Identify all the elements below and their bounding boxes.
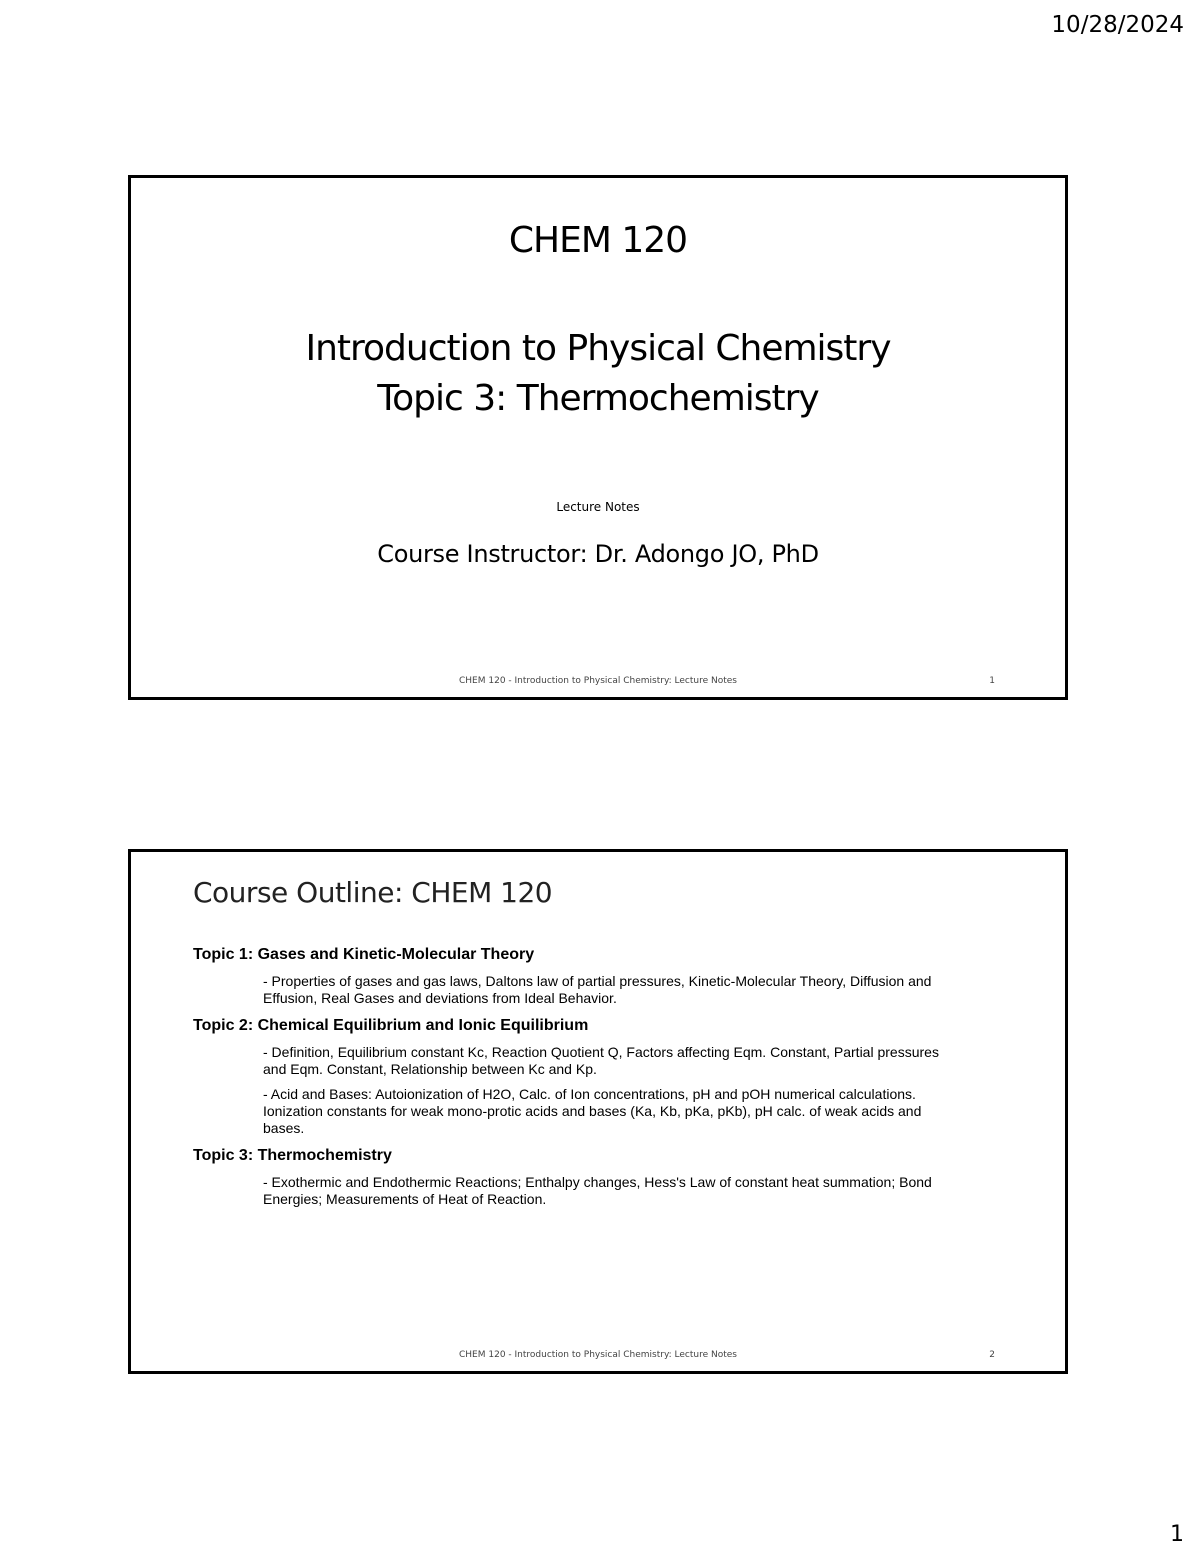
slide-title — [131, 324, 1065, 424]
page-number: 1 — [1170, 1522, 1184, 1547]
slide-2 — [128, 849, 1068, 1374]
slide-number: 1 — [989, 676, 995, 686]
topic-title: Topic 1: Gases and Kinetic-Molecular Theory — [193, 946, 535, 963]
slide-heading: Course Outline: CHEM 120 — [193, 876, 553, 909]
slide-subtitle: Lecture Notes — [556, 500, 640, 514]
topic-2 — [193, 1017, 953, 1137]
topic-3 — [193, 1147, 953, 1208]
topic-item: - Exothermic and Endothermic Reactions; Enthalpy changes, Hess's Law of constant heat summation; Bond Energies; Measurements of Heat of Reaction. — [263, 1174, 932, 1207]
slide-footer: CHEM 120 - Introduction to Physical Chemistry: Lecture Notes — [459, 676, 737, 686]
slide-title-line-2: Topic 3: Thermochemistry — [377, 378, 819, 419]
course-outline — [193, 946, 953, 1218]
page-date: 10/28/2024 — [1051, 12, 1184, 38]
topic-item: - Properties of gases and gas laws, Daltons law of partial pressures, Kinetic-Molecular Theory, Diffusion and Effusion, Real Gases and deviations from Ideal Behavior. — [263, 973, 932, 1006]
slide-1 — [128, 175, 1068, 700]
slide-title-line-1: Introduction to Physical Chemistry — [305, 328, 891, 369]
topic-title: Topic 3: Thermochemistry — [193, 1147, 392, 1164]
slide-footer: CHEM 120 - Introduction to Physical Chemistry: Lecture Notes — [459, 1350, 737, 1360]
course-instructor: Course Instructor: Dr. Adongo JO, PhD — [377, 540, 819, 568]
topic-item: - Acid and Bases: Autoionization of H2O, Calc. of Ion concentrations, pH and pOH numerical calculations. Ionization constants for weak mono-protic acids and bases (Ka, Kb, pKa, pKb), pH calc. of weak acids and bases. — [263, 1086, 922, 1136]
slide-number: 2 — [989, 1350, 995, 1360]
slide-course-code: CHEM 120 — [508, 220, 688, 261]
topic-1 — [193, 946, 953, 1007]
topic-title: Topic 2: Chemical Equilibrium and Ionic Equilibrium — [193, 1017, 589, 1034]
topic-item: - Definition, Equilibrium constant Kc, Reaction Quotient Q, Factors affecting Eqm. Constant, Partial pressures and Eqm. Constant, Relationship between Kc and Kp. — [263, 1044, 939, 1077]
